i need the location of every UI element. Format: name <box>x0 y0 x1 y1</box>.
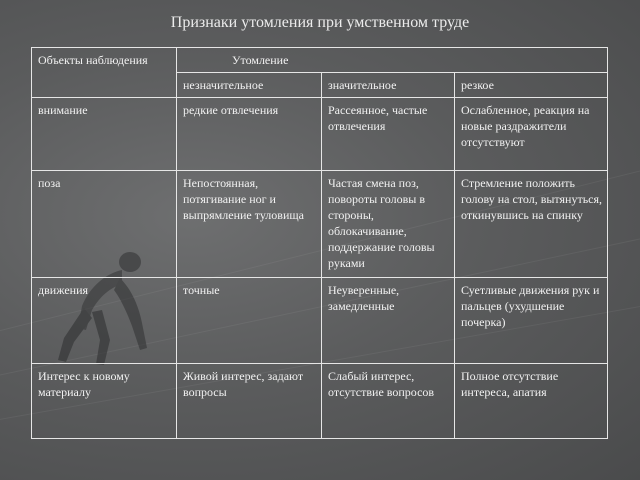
row-minor: Живой интерес, задают вопросы <box>177 364 322 439</box>
table-row <box>32 171 608 278</box>
table-row <box>32 278 608 364</box>
row-object: внимание <box>32 98 177 171</box>
row-significant: Слабый интерес, отсутствие вопросов <box>322 364 455 439</box>
row-severe: Стремление положить голову на стол, вытянуться, откинувшись на спинку <box>455 171 608 278</box>
row-object: поза <box>32 171 177 278</box>
row-significant: Частая смена поз, повороты головы в стороны, облокачивание, поддержание головы руками <box>322 171 455 278</box>
row-minor: Непостоянная, потягивание ног и выпрямление туловища <box>177 171 322 278</box>
header-objects: Объекты наблюдения <box>32 48 177 98</box>
row-severe: Полное отсутствие интереса, апатия <box>455 364 608 439</box>
table-row <box>32 98 608 171</box>
row-severe: Ослабленное, реакция на новые раздражители отсутствуют <box>455 98 608 171</box>
row-significant: Рассеянное, частые отвлечения <box>322 98 455 171</box>
row-object: движения <box>32 278 177 364</box>
fatigue-signs-table <box>31 47 608 439</box>
header-fatigue: Утомление <box>177 48 608 73</box>
row-significant: Неуверенные, замедленные <box>322 278 455 364</box>
header-level-significant: значительное <box>322 73 455 98</box>
row-minor: редкие отвлечения <box>177 98 322 171</box>
table-header-row <box>32 48 608 73</box>
row-object: Интерес к новому материалу <box>32 364 177 439</box>
row-severe: Суетливые движения рук и пальцев (ухудшение почерка) <box>455 278 608 364</box>
header-level-severe: резкое <box>455 73 608 98</box>
page-title: Признаки утомления при умственном труде <box>170 14 470 31</box>
table-row <box>32 364 608 439</box>
header-level-minor: незначительное <box>177 73 322 98</box>
row-minor: точные <box>177 278 322 364</box>
